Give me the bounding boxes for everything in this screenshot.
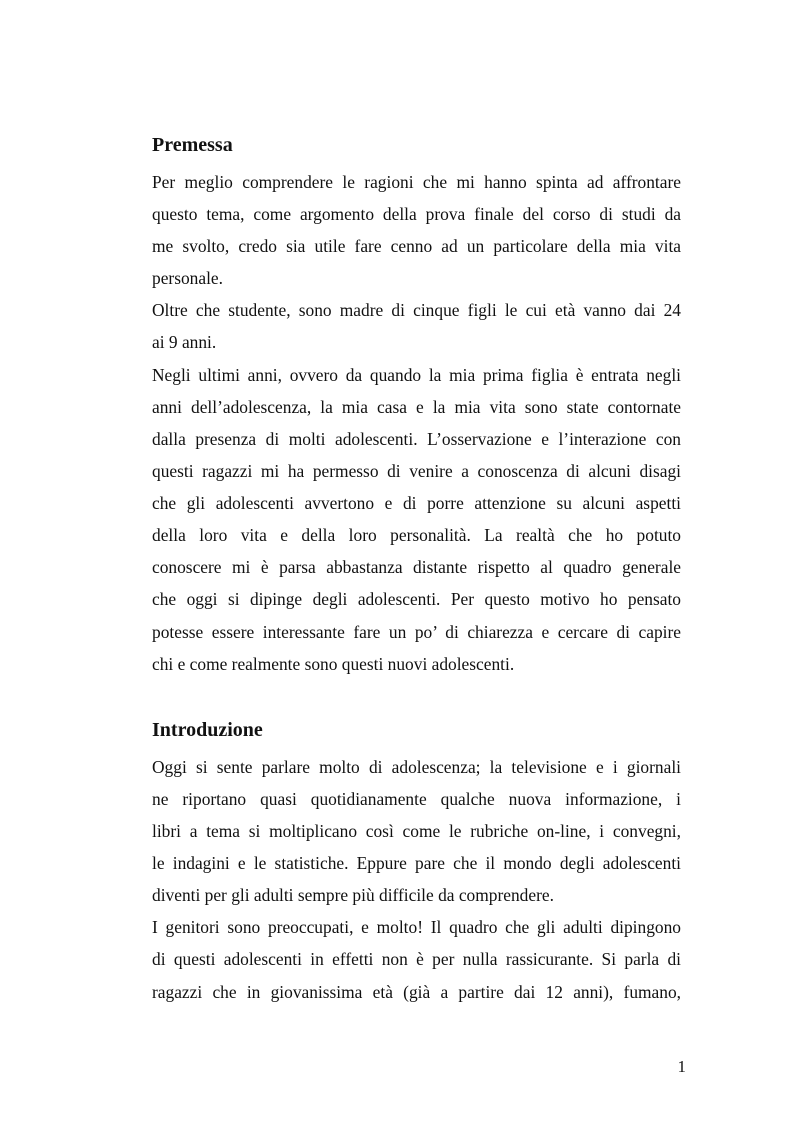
text-line: che oggi si dipinge degli adolescenti. Per questo motivo ho pensato: [152, 589, 681, 609]
text-line: dalla presenza di molti adolescenti. L’osservazione e l’interazione con: [152, 429, 681, 449]
text-line: di questi adolescenti in effetti non è per nulla rassicurante. Si parla di: [152, 949, 681, 969]
text-line: le indagini e le statistiche. Eppure pare che il mondo degli adolescenti: [152, 853, 681, 873]
text-line: questi ragazzi mi ha permesso di venire a conoscenza di alcuni disagi: [152, 461, 681, 481]
text-line: diventi per gli adulti sempre più difficile da comprendere.: [152, 885, 554, 905]
text-line: Oggi si sente parlare molto di adolescenza; la televisione e i giornali: [152, 757, 681, 777]
text-line: potesse essere interessante fare un po’ di chiarezza e cercare di capire: [152, 622, 681, 642]
text-line: ragazzi che in giovanissima età (già a partire dai 12 anni), fumano,: [152, 982, 681, 1002]
text-line: personale.: [152, 268, 223, 288]
page-number: 1: [677, 1057, 686, 1076]
text-line: Oltre che studente, sono madre di cinque figli le cui età vanno dai 24: [152, 300, 681, 320]
text-line: questo tema, come argomento della prova finale del corso di studi da: [152, 204, 681, 224]
text-line: Per meglio comprendere le ragioni che mi hanno spinta ad affrontare: [152, 172, 681, 192]
section-heading-premessa: Premessa: [152, 134, 233, 156]
text-line: della loro vita e della loro personalità. La realtà che ho potuto: [152, 525, 681, 545]
text-line: Negli ultimi anni, ovvero da quando la mia prima figlia è entrata negli: [152, 365, 681, 385]
text-line: libri a tema si moltiplicano così come le rubriche on-line, i convegni,: [152, 821, 681, 841]
text-line: che gli adolescenti avvertono e di porre attenzione su alcuni aspetti: [152, 493, 681, 513]
section-heading-introduzione: Introduzione: [152, 719, 263, 741]
text-line: anni dell’adolescenza, la mia casa e la mia vita sono state contornate: [152, 397, 681, 417]
text-line: ne riportano quasi quotidianamente qualche nuova informazione, i: [152, 789, 681, 809]
text-line: me svolto, credo sia utile fare cenno ad un particolare della mia vita: [152, 236, 681, 256]
text-line: chi e come realmente sono questi nuovi adolescenti.: [152, 654, 515, 674]
text-line: conoscere mi è parsa abbastanza distante rispetto al quadro generale: [152, 557, 681, 577]
text-line: ai 9 anni.: [152, 332, 217, 352]
text-line: I genitori sono preoccupati, e molto! Il quadro che gli adulti dipingono: [152, 917, 681, 937]
